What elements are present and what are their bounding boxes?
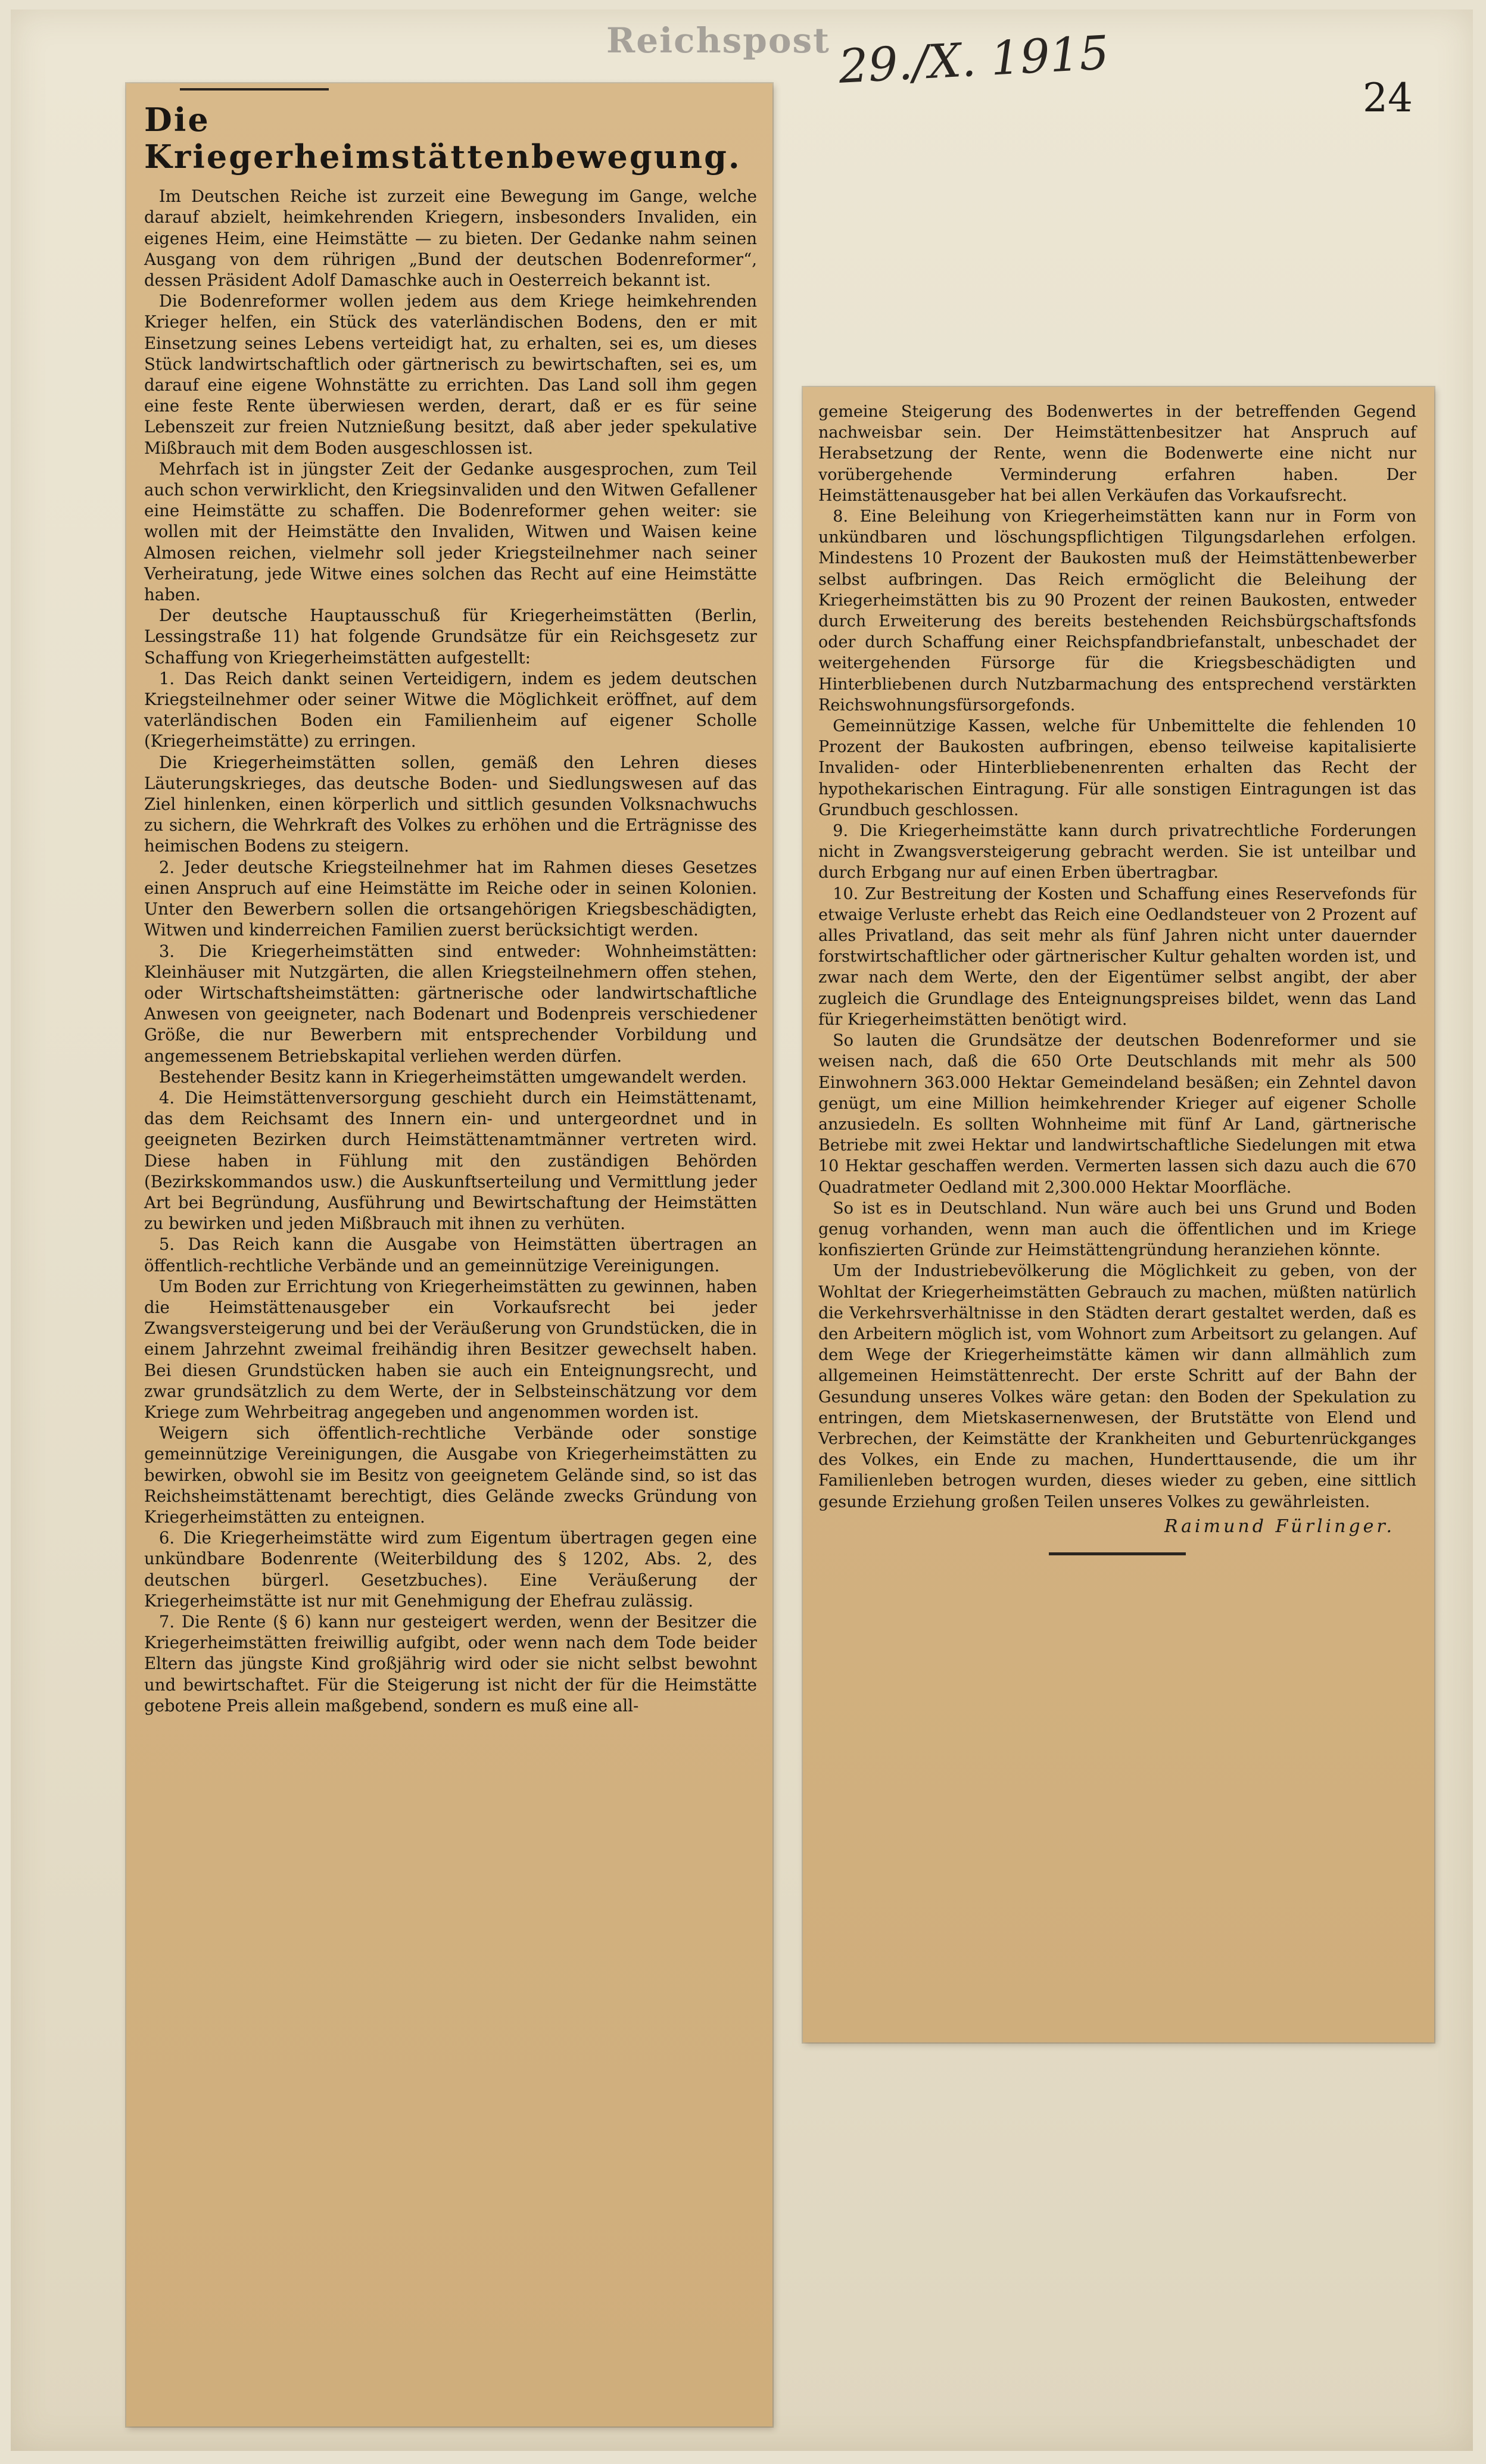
clipping-left-column [126,83,772,2426]
paragraph: 9. Die Kriegerheimstätte kann durch privatrechtliche Forderungen nicht in Zwangsversteigerung gebracht werden. Sie ist unteilbar und durch Erbgang nur auf einen Erben übertragbar. [818,822,1416,882]
paragraph: 6. Die Kriegerheimstätte wird zum Eigentum übertragen gegen eine unkündbare Bodenrente (Weiterbildung des § 1202, Abs. 2, des deutschen bürgerl. Gesetzbuches). Eine Veräußerung der Kriegerheimstätte ist nur mit Genehmigung der Ehefrau zulässig. [144,1528,757,1611]
paragraph: Weigern sich öffentlich-rechtliche Verbände oder sonstige gemeinnützige Vereinigungen, die Ausgabe von Kriegerheimstätten zu bewirken, obwohl sie im Besitz von geeignetem Gelände sind, so ist das Reichsheimstättenamt berechtigt, dies Gelände zwecks Gründung von Kriegerheimstätten zu enteignen. [144,1423,757,1527]
handwritten-date: 29./X. 1915 [837,26,1110,94]
paragraph: Um der Industriebevölkerung die Möglichkeit zu geben, von der Wohltat der Kriegerheimstätten Gebrauch zu machen, müßten natürlich die Verkehrsverhältnisse in den Städten derart gestaltet werden, daß es den Arbeitern möglich ist, vom Wohnort zum Arbeitsort zu gelangen. Auf dem Wege der Kriegerheimstätte kämen wir dann allmählich zum allgemeinen Heimstättenrecht. Der erste Schritt auf der Bahn der Gesundung unseres Volkes wäre getan: den Boden der Spekulation zu entringen, dem Mietskasernenwesen, der Brutstätte von Elend und Verbrechen, der Keimstätte der Krankheiten und Geburtenrückganges des Volkes, ein Ende zu machen, Hunderttausende, die um ihr Familienleben betrogen wurden, dieses wieder zu geben, eine sittlich gesunde Erziehung großen Teilen unseres Volkes zu gewährleisten. [818,1262,1416,1511]
article-title: Die Kriegerheimstättenbewegung. [144,101,742,176]
paragraph: So ist es in Deutschland. Nun wäre auch bei uns Grund und Boden genug vorhanden, wenn man auch die öffentlichen und im Kriege konfiszierten Gründe zur Heimstättengründung heranziehen könnte. [818,1199,1416,1260]
paragraph: 2. Jeder deutsche Kriegsteilnehmer hat im Rahmen dieses Gesetzes einen Anspruch auf eine Heimstätte im Reiche oder in seinen Kolonien. Unter den Bewerbern sollen die ortsangehörigen Kriegsbeschädigten, Witwen und kinderreichen Familien zuerst berücksichtigt werden. [144,857,757,940]
paragraph: 10. Zur Bestreitung der Kosten und Schaffung eines Reservefonds für etwaige Verluste erhebt das Reich eine Oedlandsteuer von 2 Prozent auf alles Privatland, das seit mehr als fünf Jahren nicht unter dauernder forstwirtschaftlicher oder gärtnerischer Kultur gehalten worden ist, und zwar nach dem Werte, den der Eigentümer selbst angibt, der aber zugleich die Grundlage des Enteignungspreises bildet, wenn das Land für Kriegerheimstätten benötigt wird. [818,884,1416,1029]
paragraph: 3. Die Kriegerheimstätten sind entweder: Wohnheimstätten: Kleinhäuser mit Nutzgärten, die allen Kriegsteilnehmern offen stehen, oder Wirtschaftsheimstätten: gärtnerische oder landwirtschaftliche Anwesen von geeigneter, nach Bodenart und Bodenpreis verschiedener Größe, die nur Bewerbern mit entsprechender Vorbildung und angemessenem Betriebskapital verliehen werden dürfen. [144,941,757,1066]
newspaper-stamp: Reichspost [606,20,830,61]
right-column-text [803,387,1434,1555]
paragraph: 1. Das Reich dankt seinen Verteidigern, indem es jedem deutschen Kriegsteilnehmer oder seiner Witwe die Möglichkeit eröffnet, auf dem vaterländischen Boden ein Familienheim auf eigener Scholle (Kriegerheimstätte) zu erringen. [144,668,757,751]
top-rule [180,88,329,91]
paragraph: 5. Das Reich kann die Ausgabe von Heimstätten übertragen an öffentlich-rechtliche Verbände und an gemeinnützige Vereinigungen. [144,1234,757,1275]
paragraph: Die Bodenreformer wollen jedem aus dem Kriege heimkehrenden Krieger helfen, ein Stück des vaterländischen Bodens, den er mit Einsetzung seines Lebens verteidigt hat, zu erhalten, sei es, um dieses Stück landwirtschaftlich oder gärtnerisch zu bewirtschaften, sei es, um darauf eine eigene Wohnstätte zu errichten. Das Land soll ihm gegen eine feste Rente überwiesen werden, derart, daß er es für seine Lebenszeit zur freien Nutznießung besitzt, daß aber jeder spekulative Mißbrauch mit dem Boden ausgeschlossen ist. [144,291,757,458]
paragraph: Im Deutschen Reiche ist zurzeit eine Bewegung im Gange, welche darauf abzielt, heimkehrenden Kriegern, insbesonders Invaliden, ein eigenes Heim, eine Heimstätte — zu bieten. Der Gedanke nahm seinen Ausgang von dem rührigen „Bund der deutschen Bodenreformer“, dessen Präsident Adolf Damaschke auch in Oesterreich bekannt ist. [144,186,757,290]
paragraph: Um Boden zur Errichtung von Kriegerheimstätten zu gewinnen, haben die Heimstättenausgeber ein Vorkaufsrecht bei jeder Zwangsversteigerung und bei der Veräußerung von Grundstücken, die in einem Jahrzehnt zweimal freihändig ihren Besitzer gewechselt haben. Bei diesen Grundstücken haben sie auch ein Enteignungsrecht, und zwar grundsätzlich zu dem Werte, der in Selbsteinschätzung vor dem Kriege zum Wehrbeitrag angegeben und angenommen worden ist. [144,1276,757,1422]
paragraph: gemeine Steigerung des Bodenwertes in der betreffenden Gegend nachweisbar sein. Der Heimstättenbesitzer hat Anspruch auf Herabsetzung der Rente, wenn die Bodenwerte eine nicht nur vorübergehende Verminderung erfahren haben. Der Heimstättenausgeber hat bei allen Verkäufen das Vorkaufsrecht. [818,403,1416,505]
paragraph: Bestehender Besitz kann in Kriegerheimstätten umgewandelt werden. [158,1066,747,1087]
clipping-right-column [803,387,1434,2042]
page-number: 24 [1363,75,1413,121]
end-rule [1049,1552,1186,1555]
paragraph: 4. Die Heimstättenversorgung geschieht durch ein Heimstättenamt, das dem Reichsamt des Innern ein- und untergeordnet und in geeigneten Bezirken durch Heimstättenamtmänner vertreten wird. Diese haben in Fühlung mit den zuständigen Behörden (Bezirkskommandos usw.) die Auskunftserteilung und Vermittlung jeder Art bei Begründung, Ausführung und Bewirtschaftung der Heimstätten zu bewirken und jeden Mißbrauch mit ihnen zu verhüten. [144,1087,757,1234]
paragraph: Gemeinnützige Kassen, welche für Unbemittelte die fehlenden 10 Prozent der Baukosten aufbringen, ebenso teilweise kapitalisierte Invaliden- oder Hinterbliebenenrenten erhalten das Recht der hypothekarischen Eintragung. Für alle sonstigen Eintragungen ist das Grundbuch geschlossen. [818,717,1416,819]
paragraph: So lauten die Grundsätze der deutschen Bodenreformer und sie weisen nach, daß die 650 Orte Deutschlands mit mehr als 500 Einwohnern 363.000 Hektar Gemeindeland besäßen; ein Zehntel davon genügt, um eine Million heimkehrender Krieger auf eigener Scholle anzusiedeln. Es sollten Wohnheime mit fünf Ar Land, gärtnerische Betriebe mit zwei Hektar und landwirtschaftliche Siedelungen mit etwa 10 Hektar geschaffen werden. Vermerten lassen sich dazu auch die 670 Quadratmeter Oedland mit 2,300.000 Hektar Moorfläche. [818,1031,1416,1197]
paragraph: 8. Eine Beleihung von Kriegerheimstätten kann nur in Form von unkündbaren und löschungspflichtigen Tilgungsdarlehen erfolgen. Mindestens 10 Prozent der Baukosten muß der Heimstättenbewerber selbst aufbringen. Das Reich ermöglicht die Beleihung der Kriegerheimstätten bis zu 90 Prozent der reinen Baukosten, entweder durch Erweiterung des bereits bestehenden Reichsbürgschaftsfonds oder durch Schaffung einer Reichspfandbriefanstalt, unbeschadet der weitergehenden Fürsorge für die Kriegsbeschädigten und Hinterbliebenen durch Nutzbarmachung des entsprechend verstärkten Reichswohnungsfürsorgefonds. [818,507,1416,715]
author-signature: Raimund Fürlinger. [1164,1515,1395,1537]
paragraph: Die Kriegerheimstätten sollen, gemäß den Lehren dieses Läuterungskrieges, das deutsche Boden- und Siedlungswesen auf das Ziel hinlenken, einen körperlich und sittlich gesunden Volksnachwuchs zu sichern, die Wehrkraft des Volkes zu erhöhen und die Erträgnisse des heimischen Bodens zu steigern. [144,752,757,856]
paragraph: Der deutsche Hauptausschuß für Kriegerheimstätten (Berlin, Lessingstraße 11) hat folgende Grundsätze für ein Reichsgesetz zur Schaffung von Kriegerheimstätten aufgestellt: [144,606,757,668]
paragraph: 7. Die Rente (§ 6) kann nur gesteigert werden, wenn der Besitzer die Kriegerheimstätten freiwillig aufgibt, oder wenn nach dem Tode beider Eltern das jüngste Kind großjährig wird oder sie nicht selbst bewohnt und bewirtschaftet. Für die Steigerung ist nicht der für die Heimstätte gebotene Preis allein maßgebend, sondern es muß eine all- [144,1612,757,1716]
paragraph: Mehrfach ist in jüngster Zeit der Gedanke ausgesprochen, zum Teil auch schon verwirklicht, den Kriegsinvaliden und den Witwen Gefallener eine Heimstätte zu schaffen. Die Bodenreformer gehen weiter: sie wollen mit der Heimstätte den Invaliden, Witwen und Waisen keine Almosen reichen, vielmehr soll jeder Kriegsteilnehmer nach seiner Verheiratung, jede Witwe eines solchen das Recht auf eine Heimstätte haben. [144,459,757,605]
left-column-text [126,186,772,1716]
